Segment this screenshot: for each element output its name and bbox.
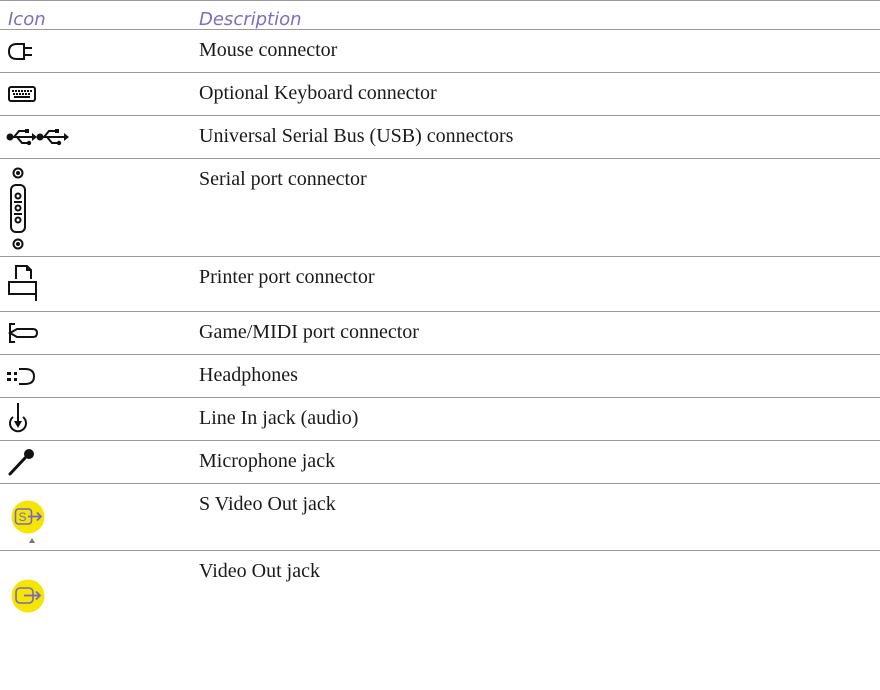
row-description: Printer port connector <box>199 266 375 288</box>
headphones-icon <box>0 355 60 398</box>
row-description: Headphones <box>199 364 298 386</box>
table-row <box>0 73 880 116</box>
line-in-icon <box>0 398 60 441</box>
row-description: Game/MIDI port connector <box>199 321 419 343</box>
row-description: Video Out jack <box>199 560 320 582</box>
svg-text:S: S <box>18 510 27 524</box>
table-row <box>0 484 880 551</box>
row-description: Mouse connector <box>199 39 338 61</box>
row-description: Universal Serial Bus (USB) connectors <box>199 125 514 147</box>
microphone-icon <box>0 441 60 484</box>
row-description: Serial port connector <box>199 168 367 190</box>
video-out-icon <box>0 551 70 618</box>
table-header-row <box>0 1 880 30</box>
table-row <box>0 398 880 441</box>
header-icon: Icon <box>8 9 46 30</box>
printer-port-icon <box>0 257 60 312</box>
header-description: Description <box>199 9 302 30</box>
row-description: S Video Out jack <box>199 493 336 515</box>
table-row <box>0 159 880 257</box>
usb-icon <box>0 116 80 159</box>
mouse-connector-icon <box>0 30 60 73</box>
table-row <box>0 441 880 484</box>
s-video-out-icon <box>0 484 70 551</box>
keyboard-connector-icon <box>0 73 60 116</box>
row-description: Microphone jack <box>199 450 336 472</box>
table-row <box>0 30 880 73</box>
serial-port-icon <box>0 159 60 257</box>
table-row <box>0 355 880 398</box>
table-row <box>0 551 880 618</box>
table-row <box>0 116 880 159</box>
game-midi-port-icon <box>0 312 60 355</box>
table-row <box>0 257 880 312</box>
row-description: Line In jack (audio) <box>199 407 359 429</box>
row-description: Optional Keyboard connector <box>199 82 437 104</box>
table-row <box>0 312 880 355</box>
